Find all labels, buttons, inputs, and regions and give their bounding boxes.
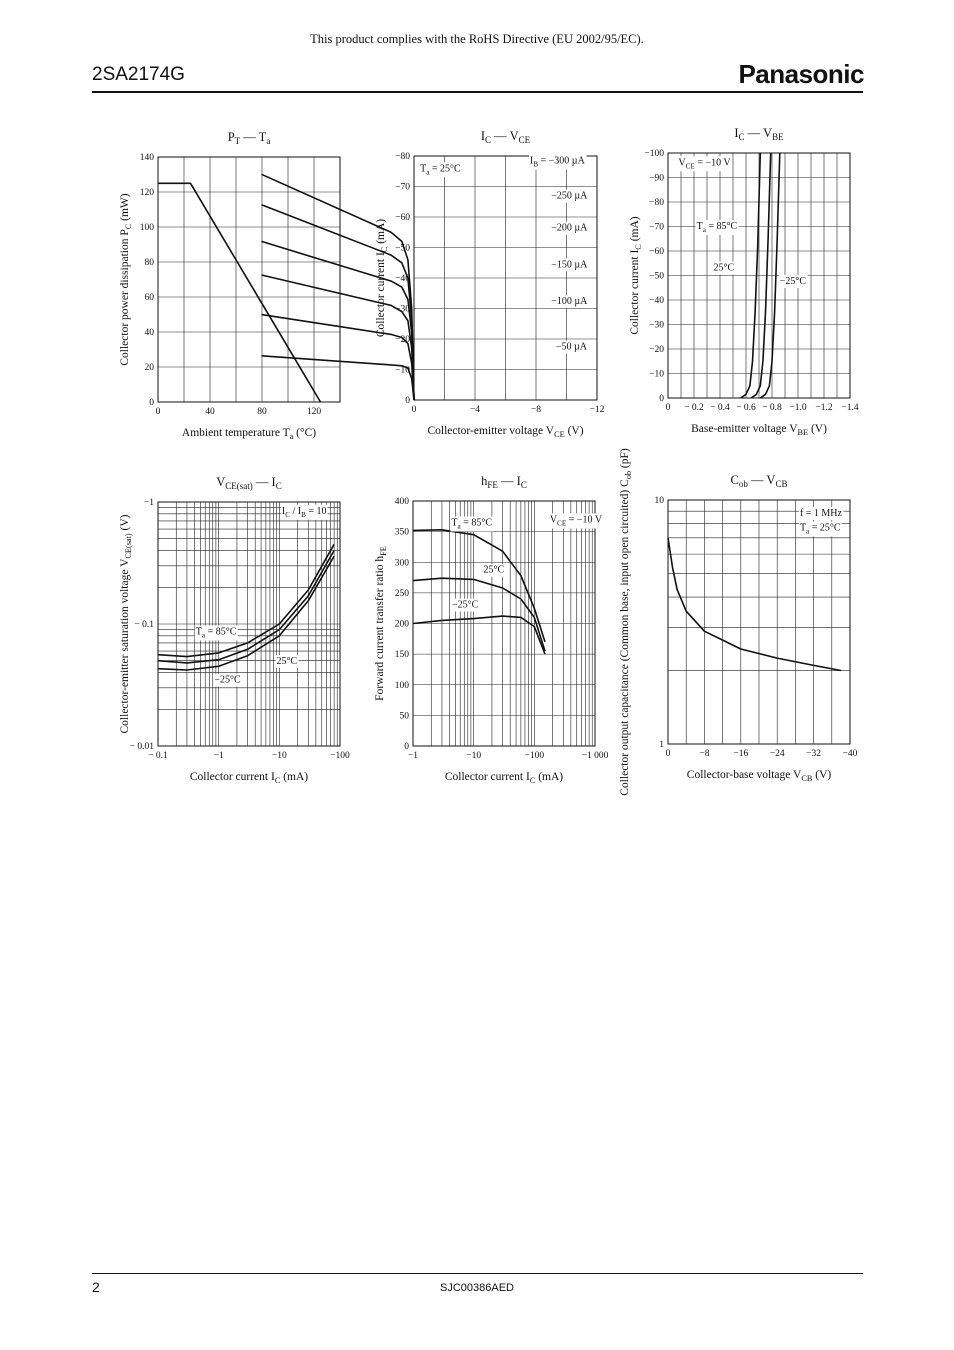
x-tick-label: −1.0 [789, 403, 807, 413]
y-tick-label: 0 [659, 394, 664, 404]
chart-annotation: −25°C [779, 276, 807, 288]
x-tick-label: −100 [330, 751, 350, 761]
y-tick-label: 250 [394, 588, 409, 599]
series-line [262, 205, 415, 400]
chart-cob-vcb [619, 448, 858, 796]
y-tick-label: −60 [649, 247, 664, 257]
y-tick-label: −80 [649, 198, 664, 208]
x-tick-label: −10 [466, 751, 482, 761]
chart-vcesat-ic [119, 475, 350, 785]
y-tick-label: 200 [394, 619, 409, 630]
y-tick-label: −20 [395, 335, 410, 345]
x-tick-label: 0 [155, 407, 161, 417]
y-axis-label: Collector current $I_C$ (mA) [375, 218, 389, 338]
x-tick-label: 0 [665, 749, 671, 759]
chart-annotation: $I_C / I_B = 10$ [281, 505, 327, 519]
y-tick-label: −30 [395, 304, 410, 315]
y-tick-label: 100 [139, 223, 154, 233]
part-number: 2SA2174G [92, 64, 185, 85]
x-tick-label: − 0.2 [684, 403, 704, 413]
y-tick-label: −70 [395, 182, 410, 193]
x-axis-label: Collector-emitter voltage $V_{CE}$ (V) [427, 425, 584, 439]
series-line [262, 275, 415, 400]
chart-annotation: $T_a = 85^\circ C$ [696, 220, 738, 234]
y-tick-label: −100 [644, 149, 664, 159]
x-tick-label: − 0.8 [762, 403, 782, 413]
y-tick-label: 300 [394, 558, 409, 569]
chart-annotation: −250 µA [551, 190, 588, 202]
y-axis-label: Collector output capacitance (Common base, input open circuited) $C_{ob}$ (pF) [619, 448, 633, 796]
y-tick-label: 350 [394, 527, 409, 538]
y-tick-label: 100 [394, 680, 409, 691]
y-axis-label: Collector current $I_C$ (mA) [629, 216, 643, 335]
y-axis-label: Forward current transfer ratio $h_{FE}$ [374, 546, 388, 701]
y-tick-label: 10 [654, 496, 664, 506]
chart-annotation: −25°C [214, 674, 241, 686]
series-line [158, 556, 334, 670]
x-tick-label: 0 [411, 405, 417, 415]
chart-annotation: 25°C [276, 656, 298, 668]
series-line [158, 183, 321, 402]
plot-frame-pt-ta [158, 157, 340, 402]
x-tick-label: −1 [213, 751, 224, 761]
x-tick-label: −32 [806, 749, 822, 759]
y-axis-label: Collector power dissipation $P_C$ (mW) [119, 193, 133, 366]
x-axis-label: Ambient temperature $T_a$ (°C) [181, 427, 317, 441]
x-tick-label: −24 [769, 749, 785, 759]
chart-annotation: $T_a = 85^\circ C$ [451, 517, 493, 531]
chart-hfe-ic [374, 474, 609, 785]
x-tick-label: −100 [524, 751, 545, 761]
chart-annotation: 25°C [713, 262, 735, 274]
y-tick-label: 50 [399, 711, 409, 722]
x-tick-label: − 0.1 [148, 751, 168, 761]
y-tick-label: −50 [395, 243, 410, 254]
footer-rule [92, 1273, 863, 1274]
x-tick-label: −1 000 [581, 751, 609, 761]
x-tick-label: 40 [205, 407, 215, 417]
chart-title: $I_C$ — $V_{CE}$ [480, 129, 531, 145]
document-id: SJC00386AED [440, 1282, 514, 1294]
x-axis-label: Base-emitter voltage $V_{BE}$ (V) [691, 423, 827, 437]
chart-title: $I_C$ — $V_{BE}$ [734, 126, 784, 142]
x-tick-label: 80 [257, 407, 267, 417]
y-tick-label: 20 [144, 363, 154, 373]
y-tick-label: 400 [394, 497, 409, 507]
chart-title: $P_T$ — $T_a$ [227, 130, 271, 146]
x-tick-label: 0 [665, 403, 671, 413]
chart-annotation: 25°C [483, 564, 505, 576]
chart-title: $C_{ob}$ — $V_{CB}$ [730, 473, 788, 489]
series-line [262, 356, 415, 400]
y-tick-label: 150 [394, 650, 409, 661]
grid-vcesat-ic [158, 502, 340, 746]
y-tick-label: −20 [649, 345, 664, 355]
x-tick-label: −8 [530, 405, 542, 415]
x-tick-label: −8 [699, 749, 710, 759]
x-tick-label: −4 [469, 405, 481, 415]
x-tick-label: −12 [589, 405, 605, 415]
chart-annotation: $V_{CE} = -10$ V [549, 514, 603, 528]
x-tick-label: −16 [733, 749, 749, 759]
series-line [158, 551, 334, 663]
y-tick-label: −30 [649, 320, 664, 331]
y-tick-label: 140 [139, 153, 154, 163]
y-tick-label: −1 [143, 498, 154, 508]
chart-title: $h_{FE}$ — $I_C$ [481, 474, 527, 490]
y-tick-label: − 0.01 [129, 742, 154, 752]
chart-annotation: −100 µA [551, 295, 588, 307]
y-tick-label: −60 [395, 213, 410, 223]
chart-ic-vbe [629, 126, 859, 437]
y-tick-label: −70 [649, 222, 664, 233]
y-tick-label: 60 [144, 293, 154, 303]
x-tick-label: −1 [407, 751, 419, 761]
y-tick-label: 40 [144, 328, 154, 338]
y-tick-label: −50 [649, 271, 664, 282]
y-tick-label: 0 [404, 742, 409, 752]
chart-ic-vce [262, 129, 605, 439]
chart-title: $V_{CE(sat)}$ — $I_C$ [216, 475, 282, 491]
x-axis-label: Collector-base voltage $V_{CB}$ (V) [686, 769, 832, 783]
x-tick-label: −40 [842, 749, 858, 759]
chart-annotation: −50 µA [555, 341, 587, 353]
grid-hfe-ic [413, 501, 595, 746]
chart-annotation: $T_a = 85^\circ C$ [195, 626, 237, 640]
y-tick-label: −40 [649, 296, 664, 306]
chart-annotation: $V_{CE} = -10$ V [678, 157, 731, 171]
series-line [668, 538, 841, 671]
chart-annotation: $T_a = 25^\circ C$ [799, 522, 841, 536]
y-tick-label: 80 [144, 258, 154, 268]
y-axis-label: Collector-emitter saturation voltage $V_{CE(sat)}$ (V) [119, 514, 133, 734]
x-tick-label: −1.4 [841, 403, 859, 413]
y-tick-label: − 0.1 [134, 620, 154, 630]
chart-annotation: −200 µA [551, 222, 588, 234]
y-tick-label: 0 [405, 396, 410, 406]
series-line [262, 241, 415, 400]
chart-annotation: f = 1 MHz [799, 507, 842, 519]
x-tick-label: −10 [271, 751, 287, 761]
y-tick-label: 120 [139, 188, 154, 198]
brand-logo: Panasonic [738, 59, 864, 89]
x-tick-label: − 0.4 [710, 403, 730, 413]
chart-annotation: −25°C [452, 599, 479, 611]
y-tick-label: −90 [649, 173, 664, 184]
x-axis-label: Collector current $I_C$ (mA) [189, 771, 309, 785]
chart-annotation: $T_a = 25^\circ C$ [420, 163, 461, 177]
chart-annotation: $I_B = -300$ µA [529, 155, 585, 169]
x-tick-label: − 0.6 [736, 403, 756, 413]
chart-annotation: −150 µA [551, 259, 588, 271]
y-tick-label: 1 [659, 740, 664, 750]
x-axis-label: Collector current $I_C$ (mA) [444, 771, 564, 785]
y-tick-label: −10 [649, 369, 664, 380]
y-tick-label: −80 [395, 152, 410, 162]
rohs-notice: This product complies with the RoHS Directive (EU 2002/95/EC). [310, 32, 644, 46]
series-line [262, 174, 415, 400]
grid-pt-ta [158, 157, 340, 402]
y-tick-label: 0 [149, 398, 154, 408]
x-tick-label: −1.2 [815, 403, 833, 413]
y-tick-label: −40 [395, 274, 410, 284]
page-number: 2 [92, 1279, 100, 1295]
y-tick-label: −10 [395, 365, 410, 376]
x-tick-label: 120 [306, 407, 322, 417]
